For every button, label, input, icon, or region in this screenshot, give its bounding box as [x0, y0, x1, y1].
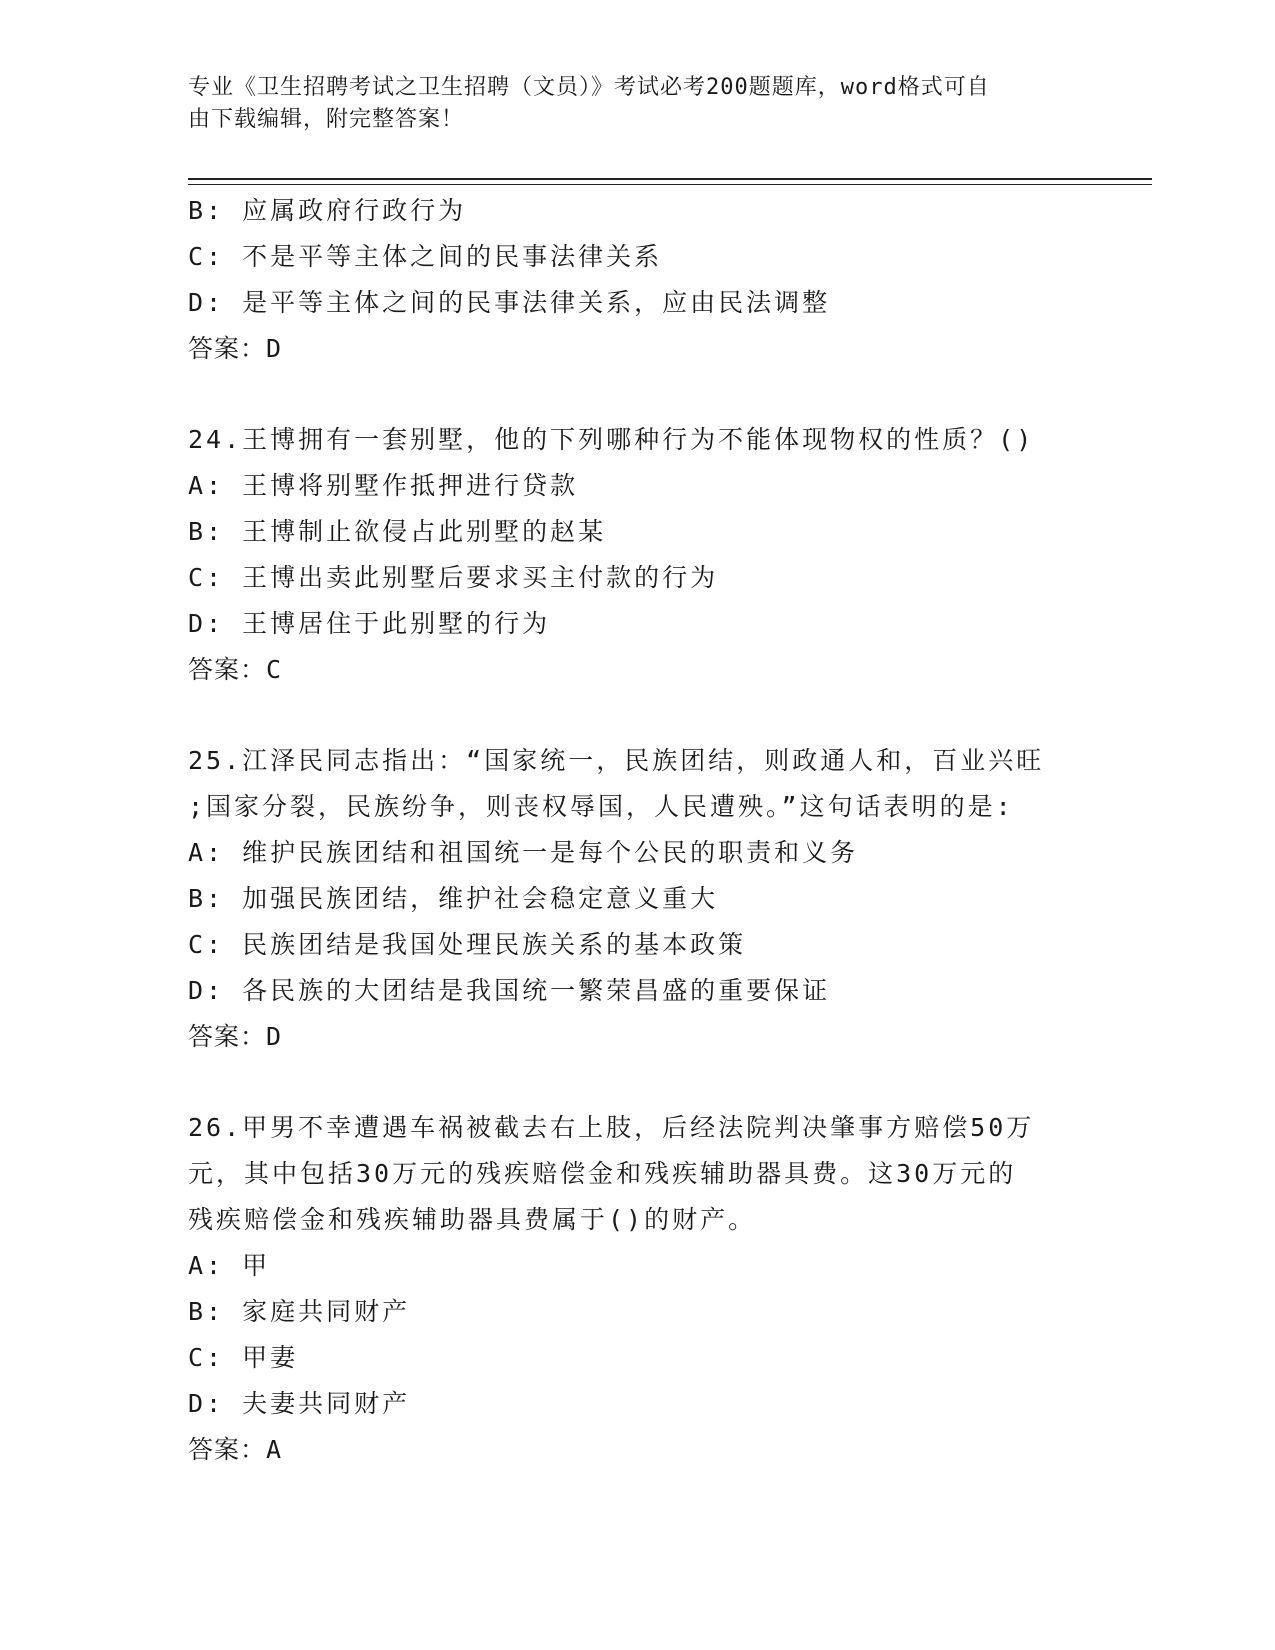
- header-line-2: 由下载编辑，附完整答案！: [188, 107, 465, 132]
- question-list: [188, 188, 1088, 1473]
- header-divider-thin: [188, 184, 1152, 185]
- spacer: [188, 372, 1088, 417]
- option-a: A: 甲: [188, 1251, 271, 1280]
- option-b: B: 加强民族团结，维护社会稳定意义重大: [188, 884, 719, 913]
- question-25: [188, 738, 1088, 1060]
- question-stem-continued: ;国家分裂，民族纷争，则丧权辱国，人民遭殃。”这句话表明的是:: [188, 792, 1014, 821]
- spacer: [188, 693, 1088, 738]
- answer-line: 答案：D: [188, 1022, 283, 1051]
- option-d: D: 夫妻共同财产: [188, 1389, 411, 1418]
- header-divider-thick: [188, 178, 1152, 180]
- option-d: D: 各民族的大团结是我国统一繁荣昌盛的重要保证: [188, 976, 831, 1005]
- document-header: [188, 72, 1088, 136]
- question-23-partial: [188, 188, 1088, 372]
- option-d: D: 王博居住于此别墅的行为: [188, 609, 551, 638]
- option-a: A: 维护民族团结和祖国统一是每个公民的职责和义务: [188, 838, 859, 867]
- question-stem: 25.江泽民同志指出：“国家统一，民族团结，则政通人和，百业兴旺: [188, 746, 1045, 775]
- option-b: B: 王博制止欲侵占此别墅的赵某: [188, 517, 607, 546]
- question-24: [188, 417, 1088, 693]
- option-c: C: 王博出卖此别墅后要求买主付款的行为: [188, 563, 719, 592]
- header-line-1: 专业《卫生招聘考试之卫生招聘（文员）》考试必考200题题库，word格式可自: [188, 75, 990, 100]
- spacer: [188, 1060, 1088, 1105]
- option-b: B: 应属政府行政行为: [188, 196, 467, 225]
- option-b: B: 家庭共同财产: [188, 1297, 411, 1326]
- option-d: D: 是平等主体之间的民事法律关系，应由民法调整: [188, 288, 831, 317]
- question-stem: 24.王博拥有一套别墅，他的下列哪种行为不能体现物权的性质？(): [188, 425, 1035, 454]
- option-a: A: 王博将别墅作抵押进行贷款: [188, 471, 579, 500]
- option-c: C: 甲妻: [188, 1343, 299, 1372]
- answer-line: 答案：D: [188, 334, 283, 363]
- question-26: [188, 1105, 1088, 1473]
- question-stem-continued: 残疾赔偿金和残疾辅助器具费属于()的财产。: [188, 1205, 757, 1234]
- question-stem: 26.甲男不幸遭遇车祸被截去右上肢，后经法院判决肇事方赔偿50万: [188, 1113, 1035, 1142]
- option-c: C: 民族团结是我国处理民族关系的基本政策: [188, 930, 747, 959]
- answer-line: 答案：C: [188, 655, 283, 684]
- answer-line: 答案：A: [188, 1435, 283, 1464]
- option-c: C: 不是平等主体之间的民事法律关系: [188, 242, 663, 271]
- question-stem-continued: 元，其中包括30万元的残疾赔偿金和残疾辅助器具费。这30万元的: [188, 1159, 1017, 1188]
